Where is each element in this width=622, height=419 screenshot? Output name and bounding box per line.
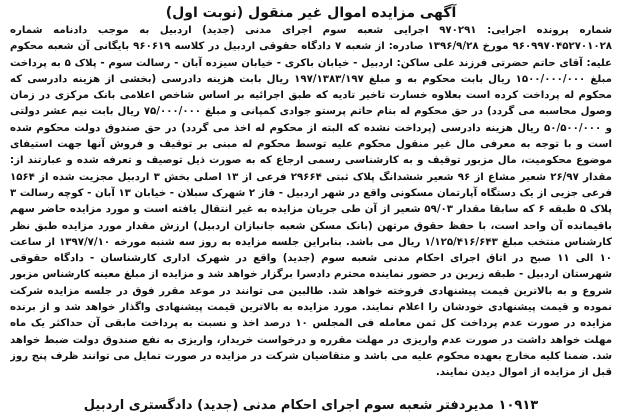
notice-body bbox=[10, 23, 612, 396]
notice-title: آگهی مزایده اموال غیر منقول (نوبت اول) bbox=[165, 5, 457, 21]
notice-signature: ۱۰۹۱۳ مدیردفتر شعبه سوم اجرای احکام مدنی (جدید) دادگستری اردبیل bbox=[83, 398, 539, 413]
notice-body-text: شماره پرونده اجرایی: ۹۷۰۲۹۱ اجرایی شعبه سوم اجرای مدنی (جدید) اردبیل به موجب دادنامه شماره ۹۶۰۹۹۷۰۴۵۲۷۰۱۰۲۸ مورخ ۱۳۹۶/۹/۲۸ صادره: از شعبه ۷ دادگاه حقوقی اردبیل در کلاسه ۹۶۰۶۱۹ بایگانی آن شعبه محکوم علیه: آقای حاتم حضرتی فرزند علی ساکن: اردبیل - خیابان باکری - خیابان سیزده آبان - رسالت سوم - پلاک ۵ به پرداخت مبلغ ۱۵۰۰/۰۰۰/۰۰۰ ریال بابت محکوم به و مبلغ ۱۹۷/۱۳۸۳/۱۹۷ ریال بابت هزینه دادرسی (بخشی از هزینه دادرسی که محکوم له پرداخت کرده است بعلاوه خسارت تاخیر تادیه که طبق اجرائیه بر اساس شاخص اعلامی بانک مرکزی در زمان وصول محاسبه می گردد) در حق محکوم له بنام حاتم پرستو جوادی کمپانی و مبلغ ۷۵/۰۰۰/۰۰۰ ریال بابت نیم عشر دولتی و ۵۰/۵۰۰/۰۰۰ ریال هزینه دادرسی (پرداخت نشده که البته از محکوم له اخذ می گردد) در حق صندوق دولت محکوم شده است و با توجه به معرفی مال غیر منقول محکوم علیه توسط محکوم له مبنی بر توقیف و فروش آنها جهت استیفای موضوع محکومیت، مال مزبور توقیف و به کارشناسی رسمی ارجاع که به صورت ذیل توصیف و تعرفه شده و عبارتند از: مقدار ۲۶/۹۷ شعیر مشاع از ۹۶ شعیر ششدانگ پلاک ثبتی ۲۹۶۶۴ فرعی از ۱۳ اصلی بخش ۳ اردبیل مجزیت شده از ۱۵۶۴ فرعی جزیی از یک دستگاه آپارتمان مسکونی واقع در شهر اردبیل - فاز ۲ شهرک سبلان - خیابان ۱۳ آبان - کوچه رسالت ۳ پلاک ۵ طبقه ۶ که سابقا مقدار ۵۹/۰۳ شعیر از آن طی جریان مزایده به غیر انتقال یافته است و مورد مزایده حاضر سهم باقیمانده آن واحد است، با حفظ حقوق مرتهن (بانک مسکن شعبه جانبازان اردبیل) ارزش مقدار مورد مزایده طبق نظر کارشناس منتخب مبلغ ۱/۱۲۵/۴۱۶/۶۴۳ ریال می باشد. بنابراین جلسه مزایده به روز سه شنبه مورخه ۱۳۹۷/۷/۱۰ از ساعت ۱۰ الی ۱۱ صبح در اتاق اجرای احکام مدنی شعبه سوم (جدید) واقع در شهرک اداری کارشناسان - دادگاه حقوقی شهرستان اردبیل - طبقه زیرین در حضور نماینده محترم دادسرا برگزار خواهد شد و مزایده از مبلغ معینه کارشناس مزبور شروع و به بالاترین قیمت پیشنهادی فروخته خواهد شد. طالبین می توانند در موعد مقرر فوق در جلسه مزایده شرکت نموده و قیمت پیشنهادی خودشان را اعلام نمایند. مورد مزایده به بالاترین قیمت پیشنهادی واگذار خواهد شد و از برنده مزایده در صورت عدم پرداخت کل ثمن معامله فی المجلس ۱۰ درصد اخذ و نسبت به پرداخت مابقی آن حداکثر یک ماه مهلت خواهد داشت در صورت عدم واریزی در مهلت مقرره و درخواست خریدار، واریزی به نفع صندوق دولت ضبط خواهد شد. ضمنا کلیه مخارج بعهده محکوم علیه می باشد و متقاضیان شرکت در مزایده در صورت تمایل می توانند ظرف پنج روز قبل از مزایده از اموال دیدن نمایند. bbox=[10, 25, 612, 379]
